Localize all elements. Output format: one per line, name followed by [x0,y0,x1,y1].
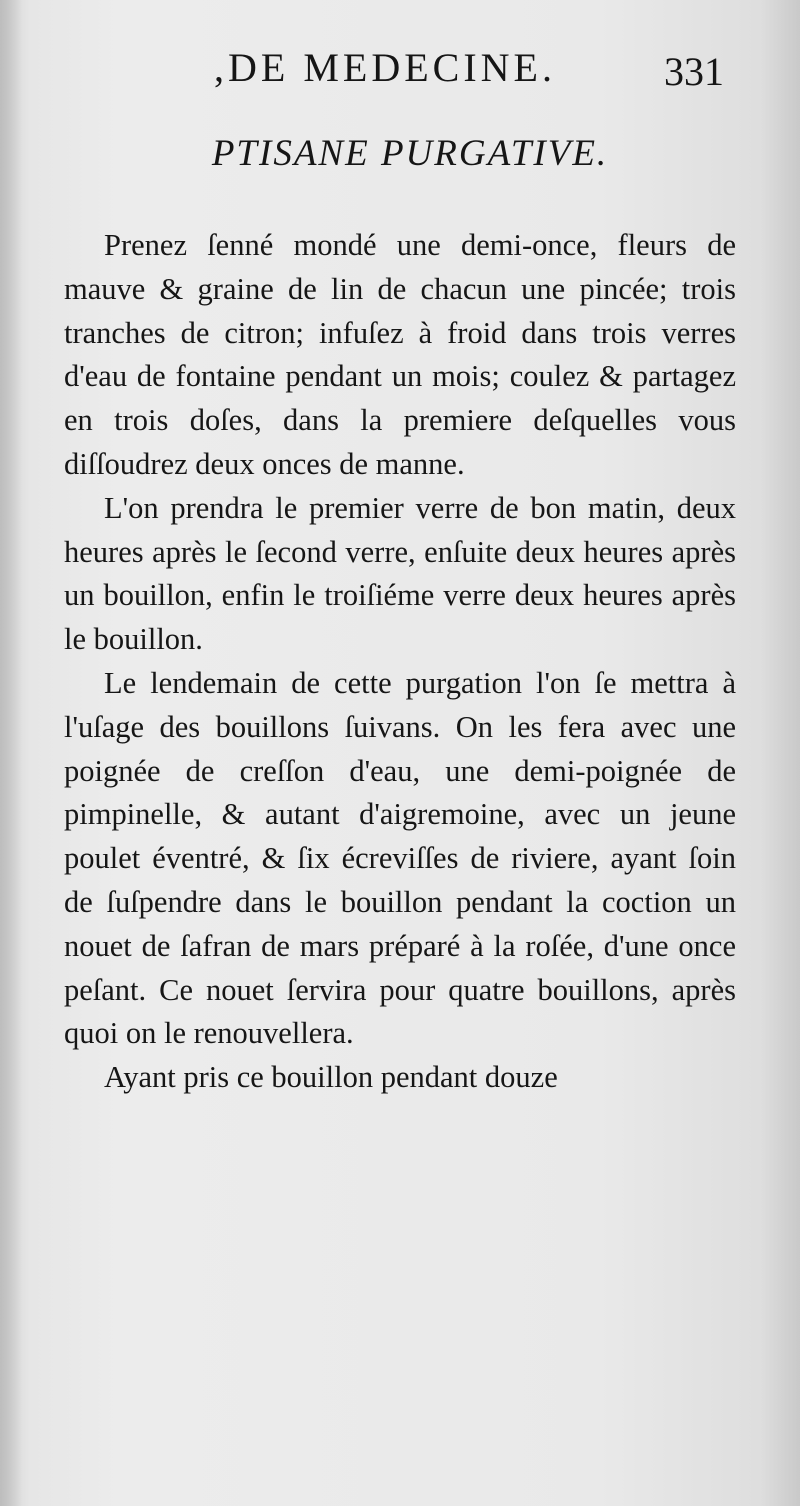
paragraph: Ayant pris ce bouillon pendant douze [104,1060,558,1095]
body-text [64,224,736,1100]
section-title: PTISANE PURGATIVE. [211,133,609,174]
paragraph: L'on prendra le premier verre de bon matin, deux heures après le ſecond verre, enſuite deux heures après un bouillon, enfin le troiſiéme verre deux heures après le bouillon. [64,490,736,657]
paragraph: Le lendemain de cette purgation l'on ſe mettra à l'uſage des bouillons ſuivans. On les fera avec une poignée de creſſon d'eau, une demi-poignée de pimpinelle, & autant d'aigremoine, avec un jeune poulet éventré, & ſix écreviſſes de riviere, ayant ſoin de ſuſpendre dans le bouillon pendant la coction un nouet de ſafran de mars préparé à la roſée, d'une once peſant. Ce nouet ſervira pour quatre bouillons, après quoi on le renouvellera. [64,665,736,1051]
paragraph: Prenez ſenné mondé une demi-once, fleurs de mauve & graine de lin de chacun une pincée; trois tranches de citron; infuſez à froid dans trois verres d'eau de fontaine pendant un mois; coulez & partagez en trois doſes, dans la premiere deſquelles vous diſſoudrez deux onces de manne. [64,228,736,481]
running-head: ,DE MEDECINE. [214,45,556,90]
page-number: 331 [664,49,724,94]
